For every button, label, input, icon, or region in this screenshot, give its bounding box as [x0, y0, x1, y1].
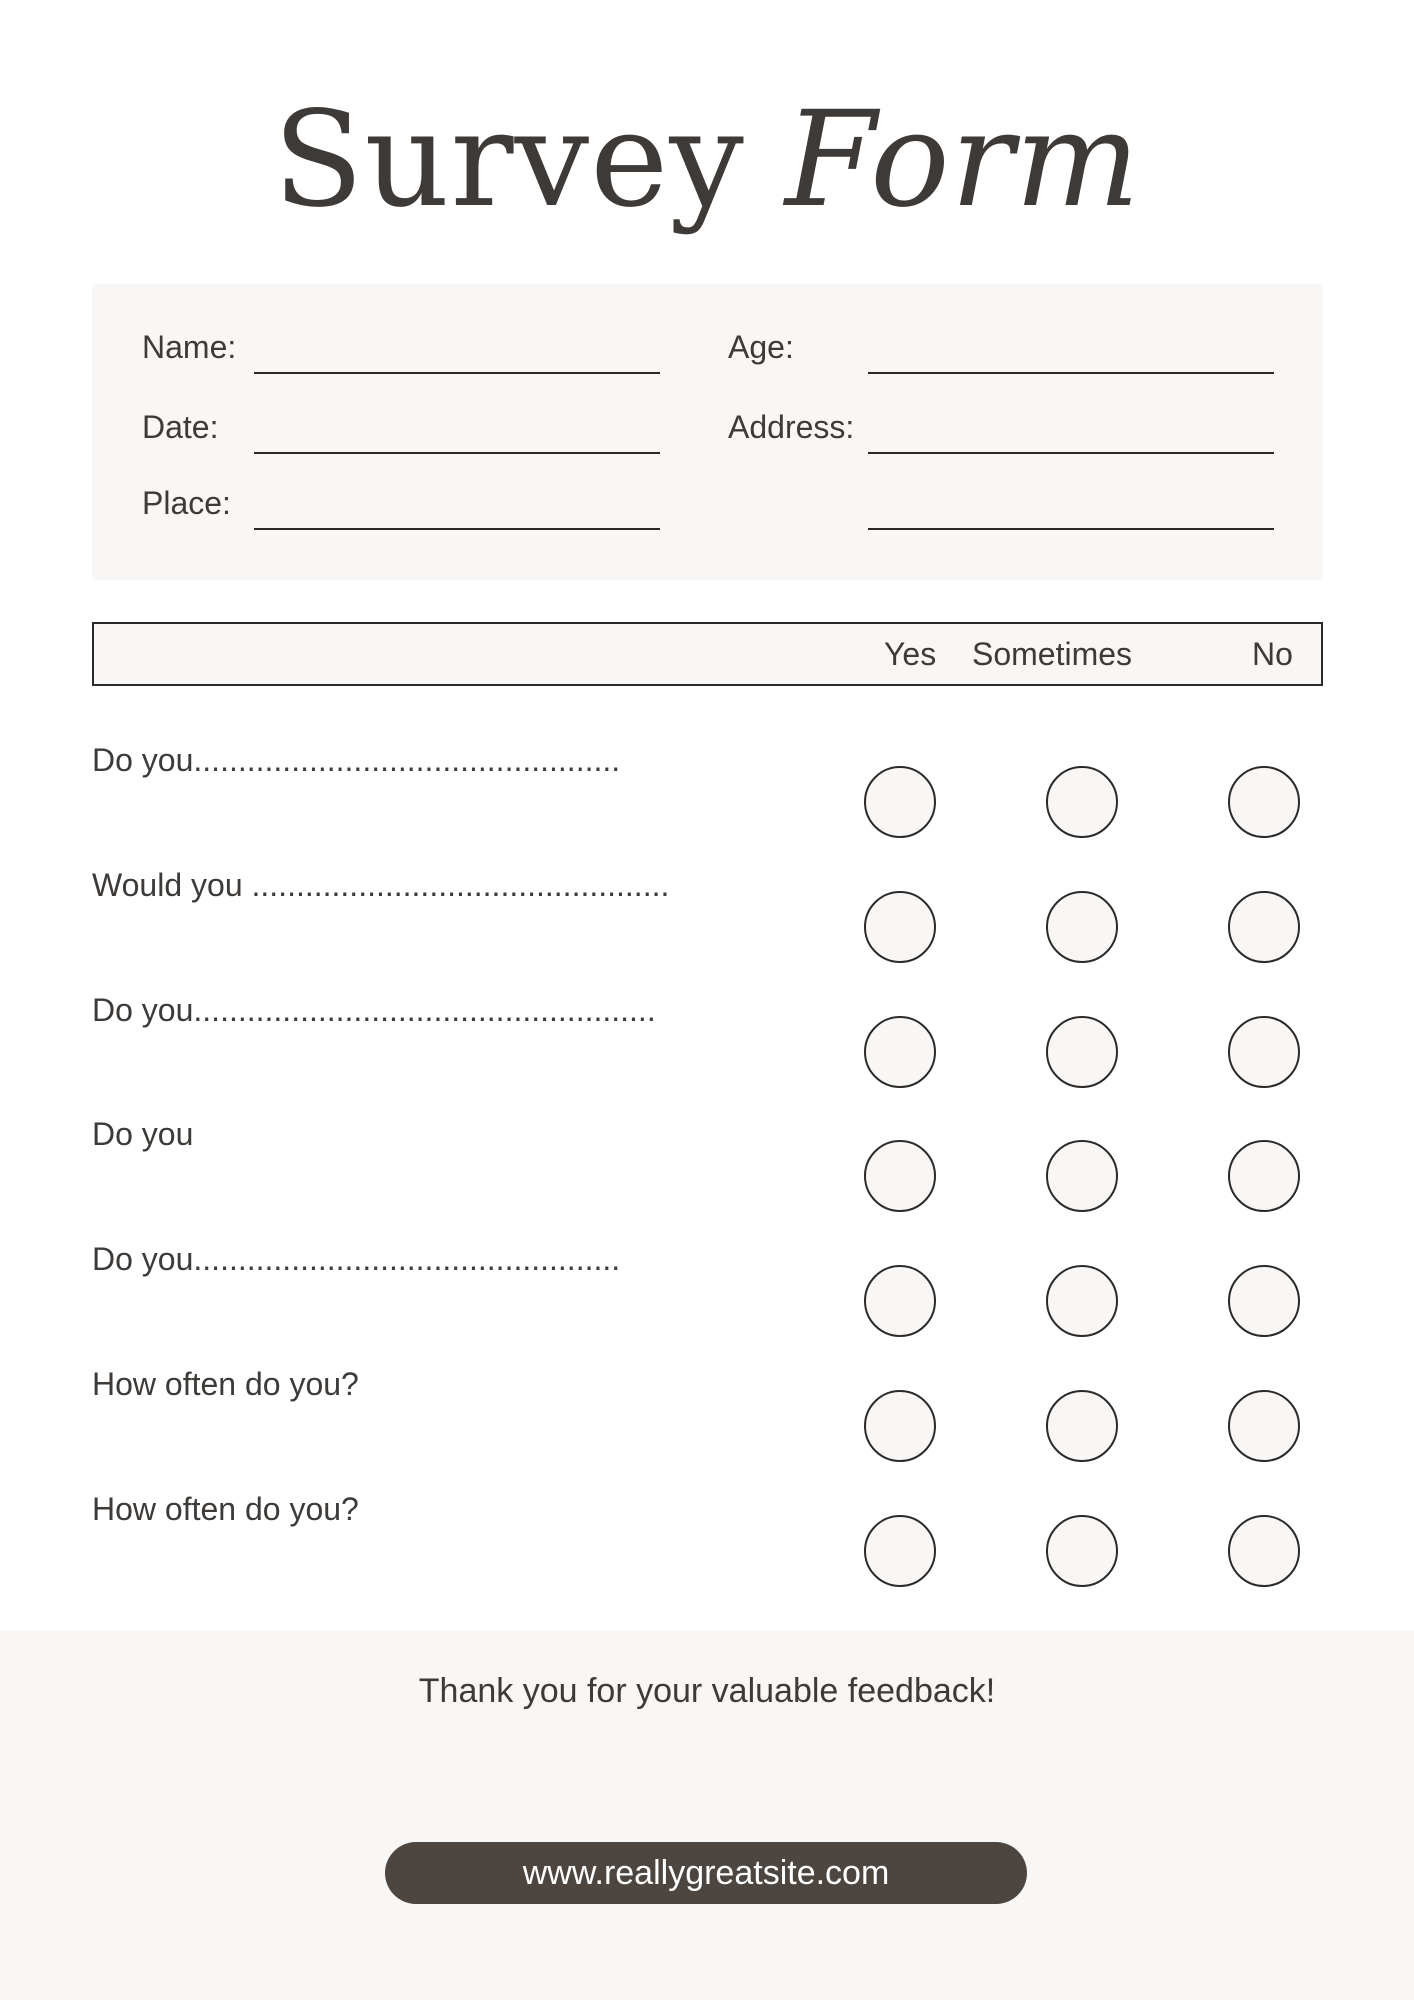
radio-yes[interactable] — [864, 766, 936, 838]
place-input-line[interactable] — [254, 528, 660, 530]
name-input-line[interactable] — [254, 372, 660, 374]
radio-sometimes[interactable] — [1046, 766, 1118, 838]
radio-no[interactable] — [1228, 1390, 1300, 1462]
title-word-form: Form — [784, 83, 1141, 237]
column-sometimes: Sometimes — [972, 636, 1133, 672]
thank-you-message: Thank you for your valuable feedback! — [418, 1672, 996, 1710]
question-text: Do you................................................ — [92, 742, 621, 778]
address-input-line[interactable] — [868, 452, 1274, 454]
date-input-line[interactable] — [254, 452, 660, 454]
respondent-info-panel — [92, 284, 1323, 580]
name-label: Name: — [142, 329, 237, 365]
radio-yes[interactable] — [864, 1265, 936, 1337]
address-line-2-field[interactable] — [728, 480, 1288, 530]
date-label: Date: — [142, 409, 219, 445]
column-yes: Yes — [884, 636, 937, 672]
radio-no[interactable] — [1228, 1140, 1300, 1212]
age-input-line[interactable] — [868, 372, 1274, 374]
question-text: How often do you? — [92, 1491, 359, 1527]
place-field[interactable] — [142, 480, 752, 530]
footer — [0, 1630, 1414, 2000]
question-row — [92, 742, 1323, 842]
question-row — [92, 1241, 1323, 1341]
address-field[interactable] — [728, 404, 1288, 454]
radio-yes[interactable] — [864, 1016, 936, 1088]
radio-yes[interactable] — [864, 1140, 936, 1212]
radio-sometimes[interactable] — [1046, 1016, 1118, 1088]
question-text: Do you.................................................... — [92, 992, 656, 1028]
address-input-line-2[interactable] — [868, 528, 1274, 530]
question-row — [92, 1116, 1323, 1216]
radio-sometimes[interactable] — [1046, 891, 1118, 963]
question-text: Do you — [92, 1116, 194, 1152]
question-text: Would you ............................................... — [92, 867, 670, 903]
page-title — [0, 60, 1414, 260]
title-word-survey: Survey — [273, 83, 745, 237]
radio-no[interactable] — [1228, 1016, 1300, 1088]
radio-yes[interactable] — [864, 891, 936, 963]
radio-no[interactable] — [1228, 1265, 1300, 1337]
radio-no[interactable] — [1228, 766, 1300, 838]
radio-no[interactable] — [1228, 1515, 1300, 1587]
radio-sometimes[interactable] — [1046, 1390, 1118, 1462]
place-label: Place: — [142, 485, 231, 521]
column-no: No — [1252, 636, 1293, 672]
question-row — [92, 1491, 1323, 1591]
date-field[interactable] — [142, 404, 752, 454]
website-link[interactable]: www.reallygreatsite.com — [385, 1842, 1027, 1904]
radio-sometimes[interactable] — [1046, 1265, 1118, 1337]
age-field[interactable] — [728, 324, 1288, 374]
radio-yes[interactable] — [864, 1390, 936, 1462]
question-text: How often do you? — [92, 1366, 359, 1402]
radio-no[interactable] — [1228, 891, 1300, 963]
answer-column-header — [92, 622, 1323, 686]
question-row — [92, 867, 1323, 967]
address-label: Address: — [728, 409, 855, 445]
radio-sometimes[interactable] — [1046, 1140, 1118, 1212]
question-row — [92, 992, 1323, 1092]
question-row — [92, 1366, 1323, 1466]
name-field[interactable] — [142, 324, 752, 374]
age-label: Age: — [728, 329, 794, 365]
radio-yes[interactable] — [864, 1515, 936, 1587]
radio-sometimes[interactable] — [1046, 1515, 1118, 1587]
question-text: Do you................................................ — [92, 1241, 621, 1277]
